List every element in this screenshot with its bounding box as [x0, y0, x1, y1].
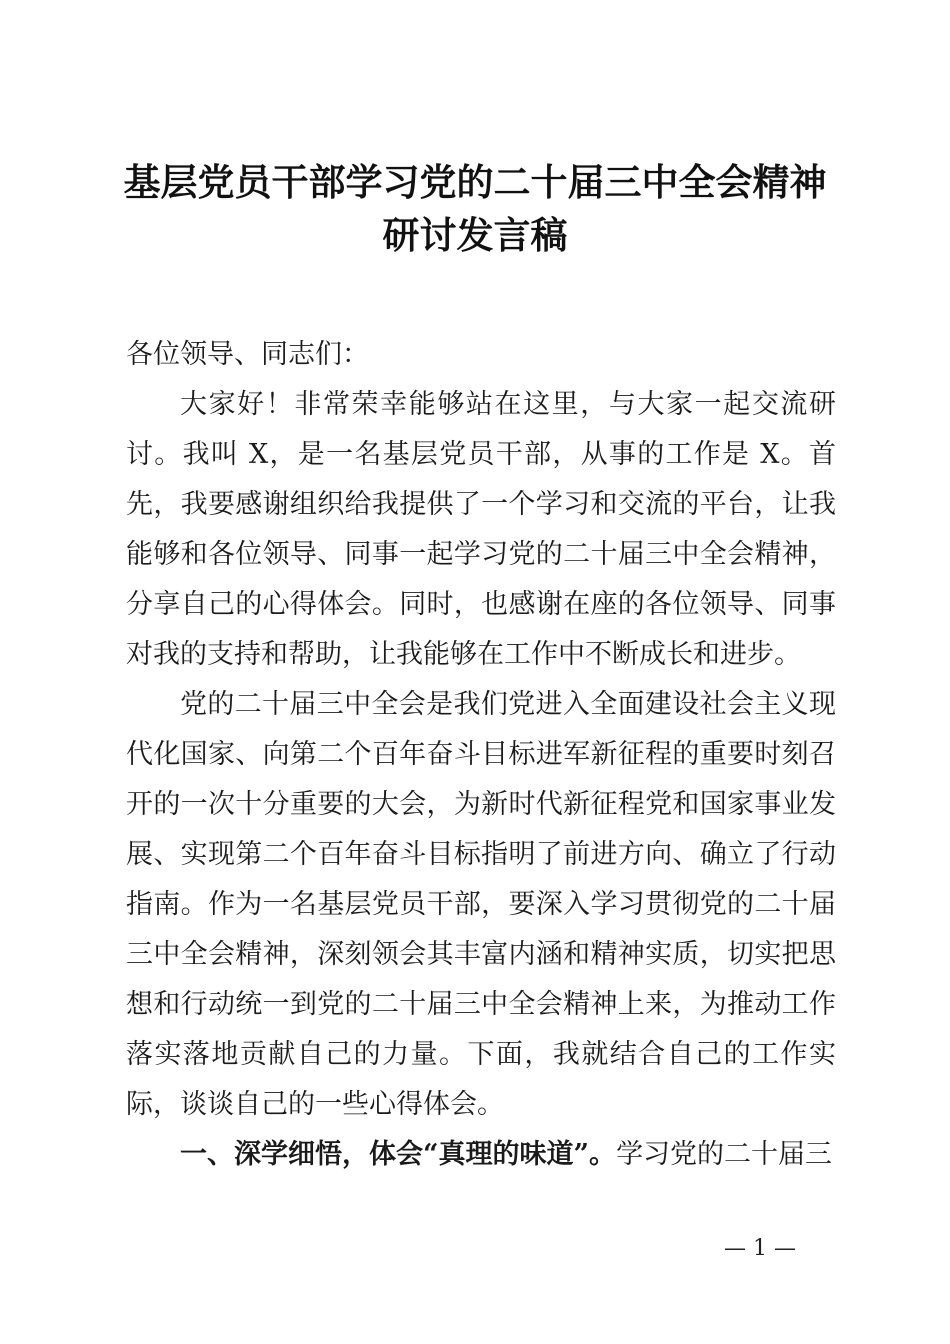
document-title: 基层党员干部学习党的二十届三中全会精神研讨发言稿 [123, 161, 827, 257]
paragraph-1: 大家好！非常荣幸能够站在这里，与大家一起交流研讨。我叫 X，是一名基层党员干部，从事的工作是 X。首先，我要感谢组织给我提供了一个学习和交流的平台，让我能够和各位领导、同事一起学习党的二十届三中全会精神，分享自己的心得体会。同时，也感谢在座的各位领导、同事对我的支持和帮助，让我能够在工作中不断成长和进步。 [126, 389, 836, 670]
paragraph-2: 党的二十届三中全会是我们党进入全面建设社会主义现代化国家、向第二个百年奋斗目标进军新征程的重要时刻召开的一次十分重要的大会，为新时代新征程党和国家事业发展、实现第二个百年奋斗目标指明了前进方向、确立了行动指南。作为一名基层党员干部，要深入学习贯彻党的二十届三中全会精神，深刻领会其丰富内涵和精神实质，切实把思想和行动统一到党的二十届三中全会精神上来，为推动工作落实落地贡献自己的力量。下面，我就结合自己的工作实际，谈谈自己的一些心得体会。 [126, 689, 836, 1120]
section-heading: 一、深学细悟，体会“真理的味道”。 [180, 1139, 617, 1170]
section-text: 学习党的二十届三 [616, 1139, 833, 1170]
salutation: 各位领导、同志们： [126, 339, 369, 370]
paragraph-3 [126, 1130, 836, 1180]
document-body [126, 330, 836, 1180]
page-number: — 1 — [724, 1236, 796, 1261]
